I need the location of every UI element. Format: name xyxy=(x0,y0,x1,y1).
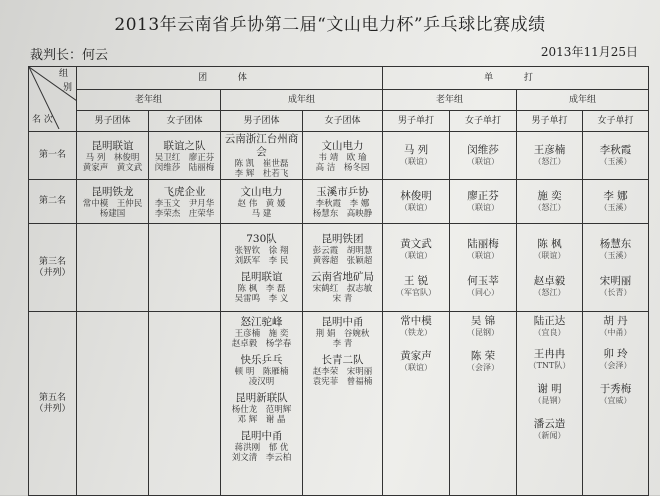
team-name: 玉溪市乒协 xyxy=(316,185,369,198)
player-name: 黄家声 xyxy=(400,350,432,362)
team-name: 730队 xyxy=(246,232,277,245)
player-club: （军官队） xyxy=(396,287,436,297)
team-name: 昆明新联队 xyxy=(235,392,288,404)
player-name: 陆丽梅 xyxy=(467,237,499,250)
player-name: 廖正芬 xyxy=(467,190,499,202)
team-members: 马 列 林俊明 xyxy=(85,152,140,163)
player-club: （联谊） xyxy=(533,250,566,260)
team-members: 袁宪菲 曾福楠 xyxy=(312,377,373,387)
team-cell xyxy=(221,180,303,224)
player-name: 宋明丽 xyxy=(599,274,632,287)
team-name: 昆明铁团 xyxy=(321,232,364,245)
team-members: 赵卓毅 杨学春 xyxy=(231,339,292,349)
player-name: 卯 玲 xyxy=(603,348,628,360)
player-name: 吴 锦 xyxy=(470,315,496,327)
singles-cell xyxy=(583,312,649,496)
team-members: 陈 凯 崔世磊 xyxy=(234,159,289,169)
player-club: （联谊） xyxy=(400,157,432,166)
player-club: （玉溪） xyxy=(599,157,632,166)
singles-adult-header: 成年组 xyxy=(517,90,649,111)
team-cell xyxy=(221,132,303,180)
player-name: 李秋霞 xyxy=(599,144,632,156)
rank-third-joint: （并列） xyxy=(34,267,71,278)
player-name: 何玉莘 xyxy=(467,274,499,287)
player-club: （昆钢） xyxy=(467,328,499,337)
rank-second: 第二名 xyxy=(29,180,77,224)
corner-header-cell xyxy=(29,67,77,132)
team-members: 宋 青 xyxy=(332,293,353,304)
team-members: 赵李荣 宋明丽 xyxy=(312,367,373,377)
col-adult-women-team: 女子团体 xyxy=(303,111,383,132)
team-members: 王彦楠 施 奕 xyxy=(234,329,289,339)
team-members: 李 青 xyxy=(332,339,353,349)
team-cell xyxy=(77,132,149,180)
team-name: 快乐乒乓 xyxy=(240,354,283,366)
player-club: （联谊） xyxy=(467,157,499,166)
player-club: （中甬） xyxy=(599,328,632,337)
singles-cell xyxy=(383,224,450,312)
player-name: 常中模 xyxy=(400,315,432,327)
team-name: 昆明中甬 xyxy=(240,430,283,442)
singles-cell xyxy=(383,180,450,224)
singles-cell xyxy=(583,180,649,224)
team-members: 李 辉 杜若飞 xyxy=(234,169,289,179)
singles-header: 单 打 xyxy=(383,67,649,90)
player-name: 李 娜 xyxy=(603,190,628,202)
team-members: 常中模 王仲民 xyxy=(82,198,143,209)
team-members: 吴雷鸣 李 义 xyxy=(234,293,289,304)
team-cell xyxy=(303,312,383,496)
team-members: 李荣杰 庄荣华 xyxy=(154,208,215,219)
player-club: （宜威） xyxy=(599,396,632,405)
team-members: 赵 伟 黄 媛 xyxy=(237,198,286,209)
player-club: （联谊） xyxy=(467,203,499,212)
referee-label: 裁判长：何云 xyxy=(30,48,109,63)
team-members: 刘跃军 李 民 xyxy=(234,255,289,266)
singles-cell xyxy=(383,132,450,180)
player-club: （玉溪） xyxy=(599,250,632,260)
player-name: 陈 枫 xyxy=(537,237,562,250)
team-members: 黄家声 黄文武 xyxy=(82,162,143,173)
singles-cell xyxy=(583,132,649,180)
team-members: 张智钦 徐 翔 xyxy=(234,245,289,256)
singles-cell xyxy=(450,224,517,312)
player-name: 黄文武 xyxy=(400,237,432,250)
player-club: （同心） xyxy=(467,287,499,297)
team-senior-header: 老年组 xyxy=(77,90,221,111)
player-name: 王彦楠 xyxy=(533,144,566,156)
player-club: （怒江） xyxy=(533,287,566,297)
rank-fifth-label: 第五名 xyxy=(38,392,66,403)
team-cell xyxy=(221,224,303,312)
empty-cell xyxy=(77,312,149,496)
col-senior-men-singles: 男子单打 xyxy=(383,111,450,132)
rank-third-label: 第三名 xyxy=(38,256,66,267)
player-name: 赵卓毅 xyxy=(533,274,566,287)
player-club: （宜良） xyxy=(533,328,566,337)
page-title: 2013年云南省乒协第二届“文山电力杯”乒乓球比赛成绩 xyxy=(114,15,546,35)
rank-first: 第一名 xyxy=(29,132,77,180)
team-members: 陈 枫 李 磊 xyxy=(237,283,286,294)
col-senior-women-team: 女子团体 xyxy=(149,111,221,132)
date-label: 2013年11月25日 xyxy=(540,45,638,59)
player-club: （联谊） xyxy=(467,250,499,260)
team-cell xyxy=(77,180,149,224)
player-name: 谢 明 xyxy=(537,383,562,395)
player-name: 王 锐 xyxy=(403,274,429,287)
player-club: （新闻） xyxy=(533,431,566,440)
singles-cell xyxy=(450,312,517,496)
player-club: （TNT队） xyxy=(528,361,571,370)
team-name: 昆明联谊 xyxy=(240,270,283,283)
team-members: 李秋霞 李 娜 xyxy=(315,198,370,209)
singles-cell xyxy=(517,312,583,496)
team-header: 团 体 xyxy=(77,67,383,90)
team-adult-header: 成年组 xyxy=(221,90,383,111)
player-name: 于秀梅 xyxy=(599,383,632,395)
player-club: （长青） xyxy=(599,287,632,297)
team-members: 李玉文 尹月华 xyxy=(154,198,215,209)
col-senior-men-team: 男子团体 xyxy=(77,111,149,132)
team-cell xyxy=(149,132,221,180)
singles-cell xyxy=(450,132,517,180)
empty-cell xyxy=(77,224,149,312)
player-club: （怒江） xyxy=(533,157,566,166)
player-club: （铁龙） xyxy=(400,328,432,337)
rank-third xyxy=(29,224,77,312)
empty-cell xyxy=(149,224,221,312)
rank-fifth-joint: （并列） xyxy=(34,403,71,414)
player-name: 胡 丹 xyxy=(603,315,628,327)
player-name: 陆正达 xyxy=(533,315,566,327)
team-members: 杨慧东 高映静 xyxy=(312,208,373,219)
team-members: 蒋洪刚 郁 优 xyxy=(234,443,289,453)
empty-cell xyxy=(149,312,221,496)
results-table xyxy=(28,66,649,496)
team-members: 马 建 xyxy=(251,208,272,219)
team-name: 联谊之队 xyxy=(163,139,206,152)
singles-cell xyxy=(450,180,517,224)
player-name: 潘云造 xyxy=(533,418,566,430)
singles-cell xyxy=(383,312,450,496)
team-name: 文山电力 xyxy=(240,185,283,198)
player-club: （昆钢） xyxy=(533,396,566,405)
team-cell xyxy=(149,180,221,224)
team-name: 云南浙江台州商会 xyxy=(224,133,299,158)
singles-cell xyxy=(517,132,583,180)
team-members: 顿 明 陈雁楠 xyxy=(234,367,289,377)
player-name: 杨慧东 xyxy=(599,237,632,250)
player-name: 闵维莎 xyxy=(467,144,499,156)
corner-label-zu: 组 xyxy=(59,69,69,79)
team-name: 长青二队 xyxy=(321,354,364,366)
player-club: （联谊） xyxy=(400,363,432,372)
team-cell xyxy=(303,224,383,312)
player-club: （联谊） xyxy=(400,203,432,212)
singles-cell xyxy=(517,180,583,224)
corner-label-bie: 别 xyxy=(63,83,73,93)
team-name: 昆明铁龙 xyxy=(91,185,134,198)
team-members: 杨仕龙 范明辉 xyxy=(231,405,292,415)
player-name: 马 列 xyxy=(403,144,429,156)
singles-cell xyxy=(583,224,649,312)
team-members: 凌汉明 xyxy=(248,377,275,387)
col-adult-women-singles: 女子单打 xyxy=(583,111,649,132)
team-members: 宋鹤红 叔志敏 xyxy=(312,283,373,294)
team-members: 荆 娟 谷婉秋 xyxy=(315,329,370,339)
team-members: 韦 靖 欧 瑜 xyxy=(318,152,367,163)
player-club: （会泽） xyxy=(599,361,632,370)
team-name: 飞虎企业 xyxy=(163,185,206,198)
team-members: 黄蓉超 张颖超 xyxy=(312,255,373,266)
player-name: 林俊明 xyxy=(400,190,432,202)
team-name: 怒江驼峰 xyxy=(240,316,283,328)
team-name: 文山电力 xyxy=(321,139,364,152)
team-name: 昆明联谊 xyxy=(91,139,134,152)
player-name: 陈 荣 xyxy=(470,350,496,362)
player-club: （联谊） xyxy=(400,250,432,260)
team-members: 刘文清 李云柏 xyxy=(231,453,292,463)
team-members: 吴卫红 廖正芬 xyxy=(154,152,215,163)
col-adult-men-singles: 男子单打 xyxy=(517,111,583,132)
col-senior-women-singles: 女子单打 xyxy=(450,111,517,132)
team-name: 昆明中甬 xyxy=(321,316,364,328)
corner-label-rank: 名 次 xyxy=(32,115,53,125)
team-cell xyxy=(221,312,303,496)
team-cell xyxy=(303,132,383,180)
rank-fifth xyxy=(29,312,77,496)
singles-cell xyxy=(517,224,583,312)
team-members: 杨建国 xyxy=(99,208,126,219)
team-members: 闵维莎 陆丽梅 xyxy=(154,162,215,173)
singles-senior-header: 老年组 xyxy=(383,90,517,111)
team-members: 彭云霞 胡明慧 xyxy=(312,245,373,256)
player-club: （会泽） xyxy=(467,363,499,372)
team-name: 云南省地矿局 xyxy=(311,270,374,283)
player-club: （怒江） xyxy=(533,203,566,212)
col-adult-men-team: 男子团体 xyxy=(221,111,303,132)
team-members: 高 洁 杨冬园 xyxy=(315,162,370,173)
team-members: 邓 辉 谢 晶 xyxy=(237,415,286,425)
team-cell xyxy=(303,180,383,224)
player-club: （玉溪） xyxy=(599,203,632,212)
player-name: 王冉冉 xyxy=(533,348,566,360)
player-name: 施 奕 xyxy=(537,190,562,202)
